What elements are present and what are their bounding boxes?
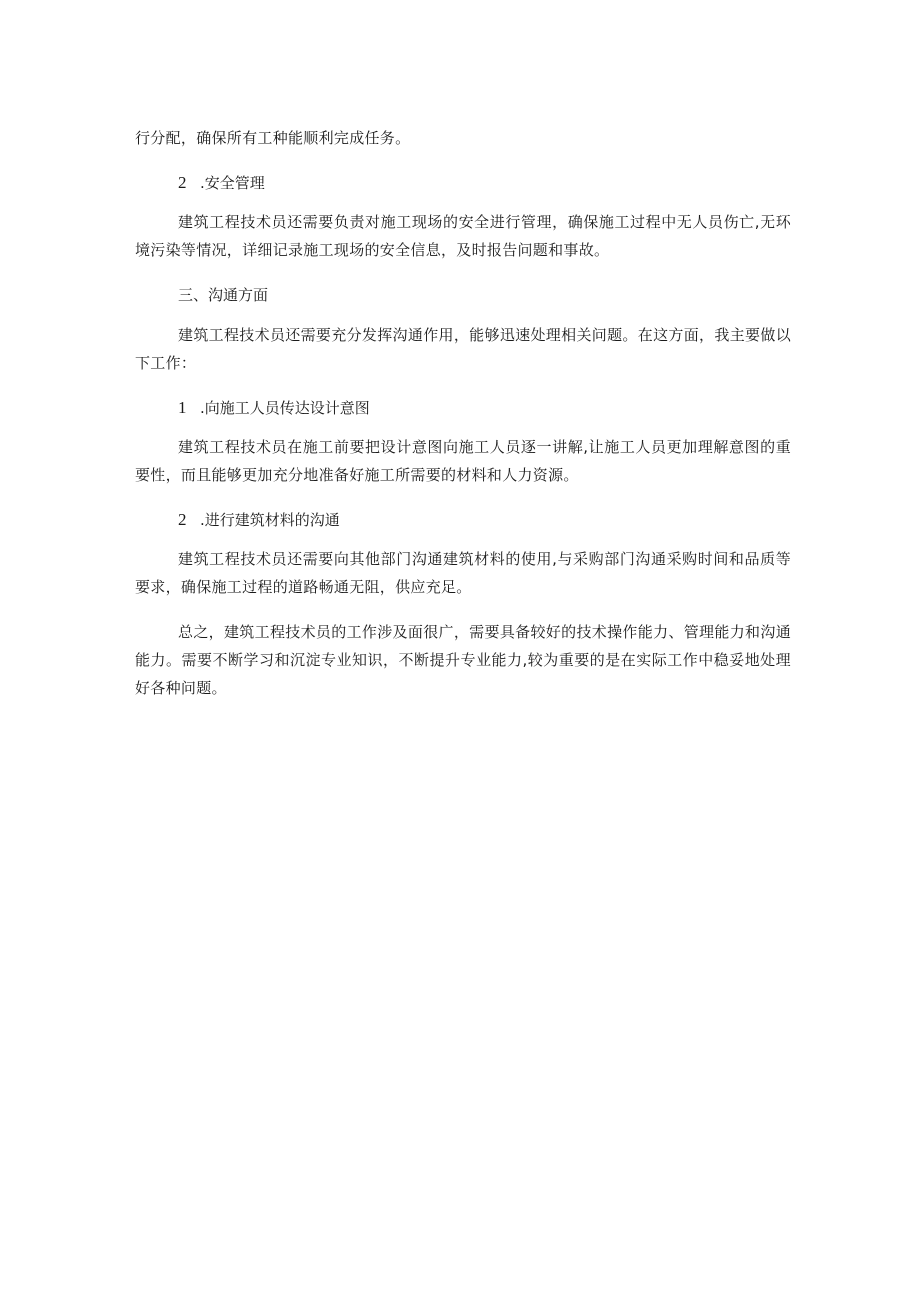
paragraph-material-communication: 建筑工程技术员还需要向其他部门沟通建筑材料的使用,与采购部门沟通采购时间和品质等要求，确保施工过程的道路畅通无阻，供应充足。	[135, 550, 791, 596]
heading-number: 2	[178, 510, 187, 529]
heading-text: .向施工人员传达设计意图	[200, 399, 370, 417]
paragraph-communication-intro: 建筑工程技术员还需要充分发挥沟通作用，能够迅速处理相关问题。在这方面，我主要做以下工作：	[135, 326, 791, 372]
paragraph-intro-tail: 行分配，确保所有工种能顺利完成任务。	[135, 129, 411, 147]
heading-section-communication: 三、沟通方面	[178, 286, 269, 304]
heading-text: .进行建筑材料的沟通	[200, 511, 340, 529]
heading-number: 1	[178, 398, 187, 417]
heading-text: .安全管理	[200, 174, 265, 192]
paragraph-safety: 建筑工程技术员还需要负责对施工现场的安全进行管理，确保施工过程中无人员伤亡,无环境污染等情况，详细记录施工现场的安全信息，及时报告问题和事故。	[135, 213, 791, 259]
paragraph-summary: 总之，建筑工程技术员的工作涉及面很广，需要具备较好的技术操作能力、管理能力和沟通能力。需要不断学习和沉淀专业知识，不断提升专业能力,较为重要的是在实际工作中稳妥地处理好各种问题。	[135, 623, 791, 697]
heading-safety-management	[178, 169, 265, 197]
heading-material-communication	[178, 506, 340, 534]
heading-design-intent	[178, 394, 370, 422]
paragraph-design-intent: 建筑工程技术员在施工前要把设计意图向施工人员逐一讲解,让施工人员更加理解意图的重要性，而且能够更加充分地准备好施工所需要的材料和人力资源。	[135, 438, 791, 484]
heading-number: 2	[178, 173, 187, 192]
